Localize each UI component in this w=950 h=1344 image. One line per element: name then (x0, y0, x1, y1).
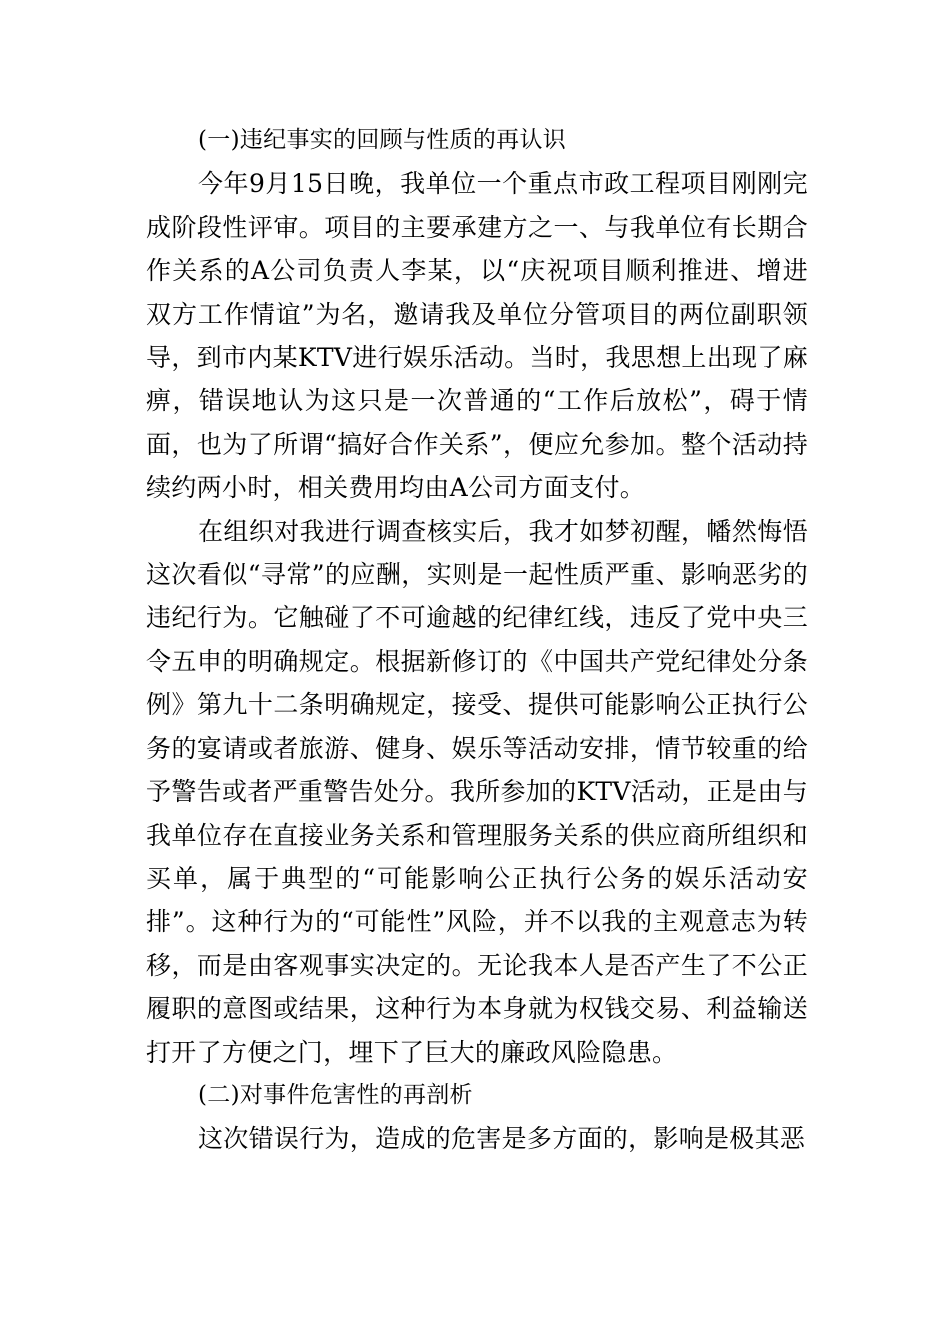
document-body (146, 119, 808, 1161)
section-heading-2: (二)对事件危害性的再剖析 (198, 1081, 473, 1108)
paragraph-3: 这次错误行为，造成的危害是多方面的，影响是极其恶 (198, 1124, 806, 1154)
paragraph-2: 在组织对我进行调查核实后，我才如梦初醒，幡然悔悟这次看似“寻常”的应酬，实则是一起性质严重、影响恶劣的违纪行为。它触碰了不可逾越的纪律红线，违反了党中央三令五申的明确规定。根据新修订的《中国共产党纪律处分条例》第九十二条明确规定，接受、提供可能影响公正执行公务的宴请或者旅游、健身、娱乐等活动安排，情节较重的给予警告或者严重警告处分。我所参加的KTV活动，正是由与我单位存在直接业务关系和管理服务关系的供应商所组织和买单，属于典型的“可能影响公正执行公务的娱乐活动安排”。这种行为的“可能性”风险，并不以我的主观意志为转移，而是由客观事实决定的。无论我本人是否产生了不公正履职的意图或结果，这种行为本身就为权钱交易、利益输送打开了方便之门，埋下了巨大的廉政风险隐患。 (146, 516, 808, 1067)
paragraph-1: 今年9月15日晚，我单位一个重点市政工程项目刚刚完成阶段性评审。项目的主要承建方之一、与我单位有长期合作关系的A公司负责人李某，以“庆祝项目顺利推进、增进双方工作情谊”为名，邀请我及单位分管项目的两位副职领导，到市内某KTV进行娱乐活动。当时，我思想上出现了麻痹，错误地认为这只是一次普通的“工作后放松”，碍于情面，也为了所谓“搞好合作关系”，便应允参加。整个活动持续约两小时，相关费用均由A公司方面支付。 (146, 169, 808, 503)
section-heading-1: (一)违纪事实的回顾与性质的再认识 (198, 127, 567, 153)
